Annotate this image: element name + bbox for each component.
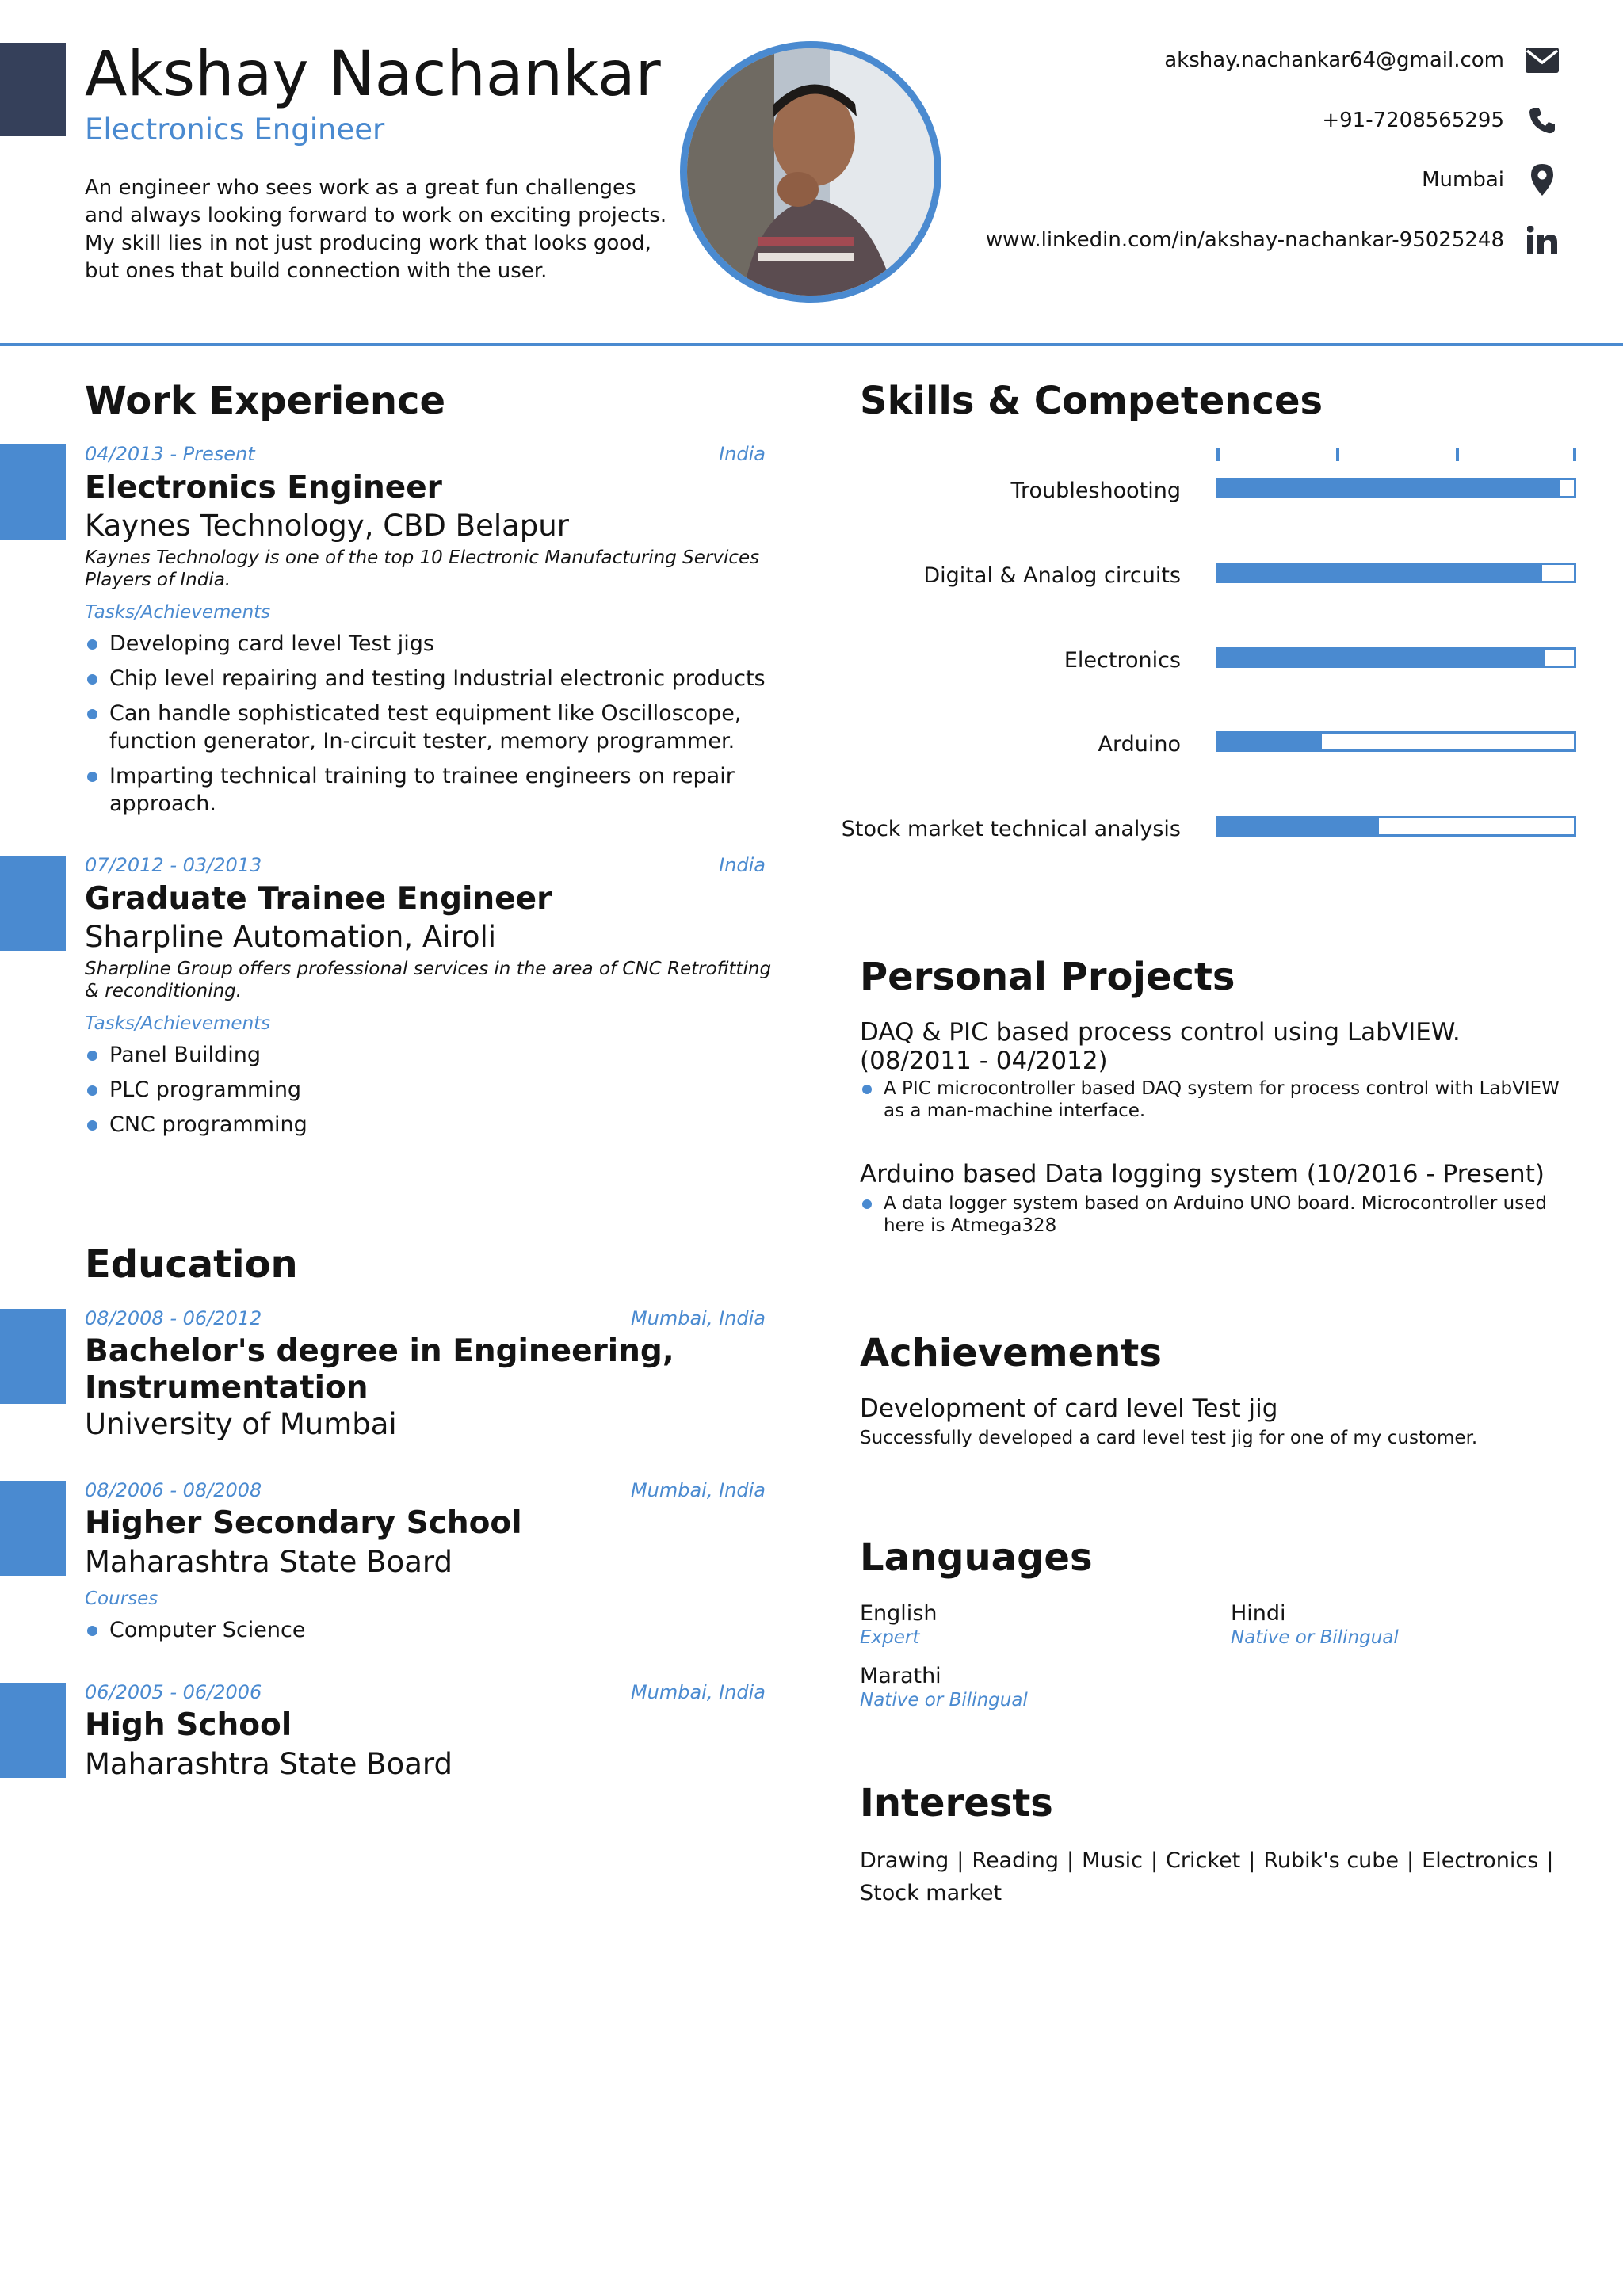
section-title-achievements: Achievements [860, 1331, 1162, 1375]
skill-scale-tick [1573, 448, 1576, 461]
section-title-interests: Interests [860, 1781, 1053, 1825]
work-entry-location: India [719, 854, 766, 876]
bullet-dot-icon [87, 1626, 97, 1636]
language-level: Native or Bilingual [860, 1690, 1028, 1711]
contact-email[interactable]: akshay.nachankar64@gmail.com [1164, 48, 1504, 72]
work-tasks-label: Tasks/Achievements [85, 602, 271, 623]
achievement-title: Development of card level Test jig [860, 1394, 1278, 1423]
work-entry-location: India [719, 443, 766, 465]
language-name: English [860, 1601, 938, 1626]
skill-scale-tick [1216, 448, 1220, 461]
contact-email-row [1164, 36, 1561, 84]
interests-list [860, 1844, 1573, 1909]
work-tasks-label: Tasks/Achievements [85, 1013, 271, 1034]
education-entry-date: 06/2005 - 06/2006 [85, 1681, 262, 1703]
work-entry-role: Electronics Engineer [85, 470, 442, 505]
work-tasks-list [85, 1041, 766, 1146]
project-title: DAQ & PIC based process control using LabVIEW. (08/2011 - 04/2012) [860, 1018, 1461, 1075]
education-entry-location: Mumbai, India [630, 1681, 766, 1703]
interest-separator: | [1546, 1848, 1554, 1873]
bullet-dot-icon [87, 674, 97, 685]
education-entry-marker [0, 1683, 66, 1778]
profile-photo-image [687, 48, 934, 296]
list-item: Chip level repairing and testing Industrial electronic products [85, 665, 766, 692]
list-item: CNC programming [85, 1111, 766, 1138]
skill-name: Digital & Analog circuits [923, 563, 1181, 588]
interest-item: Music [1082, 1848, 1143, 1873]
interest-item: Electronics [1422, 1848, 1539, 1873]
list-item: Panel Building [85, 1041, 766, 1069]
work-entry-marker [0, 444, 66, 540]
skill-scale-tick [1336, 448, 1339, 461]
contact-linkedin[interactable]: www.linkedin.com/in/akshay-nachankar-95025248 [985, 228, 1504, 252]
interest-item: Cricket [1166, 1848, 1241, 1873]
section-title-projects: Personal Projects [860, 955, 1235, 999]
skill-level-fill [1219, 818, 1379, 834]
section-title-work: Work Experience [85, 379, 446, 423]
skill-level-bar [1216, 563, 1576, 583]
bullet-dot-icon [87, 1085, 97, 1096]
phone-icon [1523, 101, 1561, 139]
education-entry-school: Maharashtra State Board [85, 1545, 453, 1579]
education-entry-school: University of Mumbai [85, 1407, 397, 1441]
education-entry-marker [0, 1481, 66, 1576]
interest-separator: | [1248, 1848, 1256, 1873]
contact-location: Mumbai [1422, 168, 1504, 192]
skill-level-bar [1216, 731, 1576, 752]
interest-item: Stock market [860, 1881, 1002, 1905]
work-entry-company: Kaynes Technology, CBD Belapur [85, 509, 569, 543]
education-entry-date: 08/2006 - 08/2008 [85, 1479, 262, 1501]
project-title: Arduino based Data logging system (10/2016 - Present) [860, 1160, 1545, 1188]
education-entry-location: Mumbai, India [630, 1479, 766, 1501]
language-level: Native or Bilingual [1231, 1627, 1399, 1648]
envelope-icon [1523, 41, 1561, 79]
language-name: Hindi [1231, 1601, 1286, 1626]
contact-phone-row [1322, 97, 1561, 144]
interest-item: Rubik's cube [1263, 1848, 1400, 1873]
education-entry-school: Maharashtra State Board [85, 1747, 453, 1781]
work-tasks-list [85, 630, 766, 825]
bullet-dot-icon [87, 639, 97, 650]
location-pin-icon [1523, 161, 1561, 199]
bullet-dot-icon [87, 772, 97, 782]
skill-name: Electronics [1064, 648, 1181, 673]
candidate-name: Akshay Nachankar [85, 39, 661, 110]
project-bullets [860, 1077, 1577, 1122]
education-entry-location: Mumbai, India [630, 1307, 766, 1329]
work-entry-date: 04/2013 - Present [85, 443, 255, 465]
contact-phone[interactable]: +91-7208565295 [1322, 109, 1504, 132]
list-item: A data logger system based on Arduino UNO board. Microcontroller used here is Atmega328 [860, 1192, 1577, 1237]
skill-level-bar [1216, 478, 1576, 498]
education-entry-date: 08/2008 - 06/2012 [85, 1307, 262, 1329]
section-title-education: Education [85, 1242, 298, 1287]
contact-location-row [1422, 156, 1561, 204]
bullet-dot-icon [862, 1085, 872, 1094]
achievement-description: Successfully developed a card level test jig for one of my customer. [860, 1428, 1478, 1448]
education-entry-degree: High School [85, 1707, 292, 1743]
list-item: Imparting technical training to trainee engineers on repair approach. [85, 762, 766, 818]
section-title-skills: Skills & Competences [860, 379, 1323, 423]
work-entry-company: Sharpline Automation, Airoli [85, 920, 497, 954]
bullet-dot-icon [862, 1199, 872, 1209]
list-item: Can handle sophisticated test equipment like Oscilloscope, function generator, In-circuit tester, memory programmer. [85, 700, 766, 755]
skill-level-fill [1219, 650, 1545, 666]
education-entry-marker [0, 1309, 66, 1404]
interest-item: Drawing [860, 1848, 949, 1873]
skill-name: Troubleshooting [1010, 479, 1181, 503]
interest-separator: | [1407, 1848, 1415, 1873]
list-item: Developing card level Test jigs [85, 630, 766, 658]
list-item: A PIC microcontroller based DAQ system for process control with LabVIEW as a man-machine interface. [860, 1077, 1577, 1122]
skill-level-fill [1219, 734, 1322, 749]
profile-photo [680, 41, 941, 303]
bullet-dot-icon [87, 709, 97, 719]
interest-separator: | [957, 1848, 964, 1873]
work-entry-date: 07/2012 - 03/2013 [85, 854, 262, 876]
section-title-languages: Languages [860, 1535, 1093, 1580]
candidate-title: Electronics Engineer [85, 113, 385, 147]
education-courses-list [85, 1616, 766, 1651]
skill-level-bar [1216, 816, 1576, 837]
skill-level-fill [1219, 565, 1542, 581]
work-entry-marker [0, 856, 66, 951]
contact-linkedin-row [986, 216, 1561, 264]
interest-item: Reading [972, 1848, 1059, 1873]
bullet-dot-icon [87, 1120, 97, 1131]
education-courses-label: Courses [85, 1589, 158, 1609]
work-entry-description: Sharpline Group offers professional services in the area of CNC Retrofitting & reconditioning. [85, 959, 772, 1001]
language-name: Marathi [860, 1664, 941, 1688]
work-entry-description: Kaynes Technology is one of the top 10 Electronic Manufacturing Services Players of India. [85, 547, 760, 590]
education-entry-degree: Higher Secondary School [85, 1505, 522, 1541]
language-level: Expert [860, 1627, 920, 1648]
list-item: PLC programming [85, 1076, 766, 1104]
skill-level-bar [1216, 647, 1576, 668]
work-entry-role: Graduate Trainee Engineer [85, 881, 552, 917]
interest-separator: | [1067, 1848, 1075, 1873]
linkedin-icon [1523, 221, 1561, 259]
profile-summary: An engineer who sees work as a great fun challenges and always looking forward to work on exciting projects. My skill lies in not just producing work that looks good, but ones that build connection with the user. [85, 176, 667, 283]
skill-scale-tick [1456, 448, 1459, 461]
bullet-dot-icon [87, 1051, 97, 1061]
skill-name: Arduino [1098, 732, 1181, 757]
header-divider [0, 343, 1623, 346]
education-entry-degree: Bachelor's degree in Engineering, Instrumentation [85, 1333, 674, 1405]
project-bullets [860, 1192, 1577, 1237]
interest-separator: | [1150, 1848, 1159, 1873]
skill-level-fill [1219, 480, 1560, 496]
skill-name: Stock market technical analysis [841, 817, 1181, 841]
name-accent-bar [0, 43, 66, 136]
list-item: Computer Science [85, 1616, 766, 1644]
